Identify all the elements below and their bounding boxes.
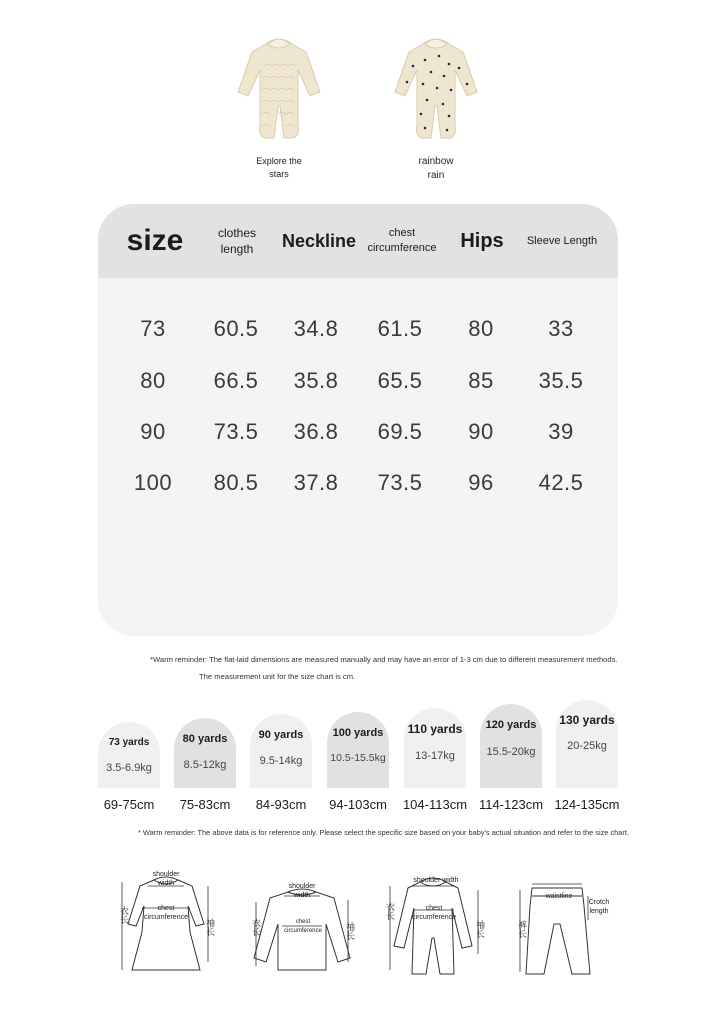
size-weight: 3.5-6.9kg	[106, 762, 152, 774]
cell-neckline: 35.8	[293, 368, 339, 393]
size-weight: 8.5-12kg	[183, 759, 227, 771]
sleeve-label: 袖长	[345, 922, 355, 940]
pants-measure-diagram	[510, 862, 614, 982]
cell-clothes-length: 60.5	[213, 316, 259, 341]
cell-hips: 96	[468, 470, 494, 495]
size-yards: 100 yards	[332, 727, 384, 739]
cell-clothes-length: 73.5	[213, 419, 259, 444]
reference-reminder: * Warm reminder: The above data is for reference only. Please select the specific size based on your baby's actual situation and refer to the size chart.	[138, 828, 629, 837]
cell-neckline: 34.8	[293, 316, 339, 341]
romper-photo	[224, 26, 334, 146]
cell-size: 80	[140, 368, 166, 393]
cell-size: 73	[140, 316, 166, 341]
height-110: 104-113cm	[402, 797, 468, 812]
waistline-label: waistline	[545, 893, 573, 900]
cell-chest: 65.5	[377, 368, 423, 393]
length-label: 衣长	[385, 902, 395, 920]
cell-chest: 69.5	[377, 419, 423, 444]
header-sleeve-length: Sleeve Length	[526, 234, 598, 247]
cell-size: 100	[133, 470, 173, 495]
height-100: 94-103cm	[329, 797, 387, 812]
chest-circumference-label: chest circumference	[284, 919, 322, 934]
header-neckline: Neckline	[281, 230, 357, 251]
sweater-measure-diagram	[240, 862, 364, 982]
table-row	[98, 419, 618, 449]
size-yards: 110 yards	[407, 722, 463, 736]
product-caption: rainbow rain	[418, 156, 454, 181]
height-120: 114-123cm	[478, 797, 544, 812]
size-card-100[interactable]	[327, 712, 389, 788]
header-clothes-length: clothes length	[217, 226, 257, 256]
length-label: 衣长	[119, 906, 129, 924]
cell-chest: 61.5	[377, 316, 423, 341]
cell-sleeve: 42.5	[538, 470, 584, 495]
size-weight: 10.5-15.5kg	[330, 752, 386, 764]
product-rainbow-rain[interactable]	[381, 26, 491, 183]
cell-hips: 80	[468, 316, 494, 341]
header-chest-circumference: chest circumference	[367, 227, 437, 254]
product-explore-the-stars[interactable]	[224, 26, 334, 181]
size-yards: 90 yards	[258, 729, 304, 741]
height-130: 124-135cm	[554, 797, 620, 812]
size-card-73[interactable]	[98, 722, 160, 788]
crotch-length-label: Crotch length	[588, 899, 610, 915]
cell-chest: 73.5	[377, 470, 423, 495]
size-table	[98, 204, 618, 636]
size-weight: 15.5-20kg	[486, 746, 536, 758]
cell-hips: 85	[468, 368, 494, 393]
size-yards: 120 yards	[485, 719, 537, 731]
header-hips: Hips	[460, 229, 504, 252]
size-weight: 20-25kg	[567, 740, 607, 752]
cell-size: 90	[140, 419, 166, 444]
romper-measure-diagram	[378, 862, 490, 982]
sleeve-label: 袖长	[205, 918, 215, 936]
size-table-header	[98, 204, 618, 278]
shoulder-width-label: shoulder width	[288, 883, 316, 899]
table-row	[98, 316, 618, 346]
shoulder-width-label: shoulder width	[152, 871, 180, 887]
cell-sleeve: 39	[548, 419, 574, 444]
size-card-80[interactable]	[174, 718, 236, 788]
size-card-90[interactable]	[250, 714, 312, 788]
cell-clothes-length: 80.5	[213, 470, 259, 495]
measurement-reminder: *Warm reminder: The flat-laid dimensions are measured manually and may have an error of 1-3 cm due to different measurement methods.	[150, 655, 618, 664]
table-row	[98, 368, 618, 398]
size-card-120[interactable]	[480, 704, 542, 788]
product-caption: Explore the stars	[256, 156, 302, 179]
header-size: size	[126, 224, 184, 257]
height-73: 69-75cm	[103, 797, 155, 812]
size-card-110[interactable]	[404, 708, 466, 788]
size-card-130[interactable]	[556, 700, 618, 788]
pants-length-label: 裤长	[517, 920, 527, 938]
size-weight: 13-17kg	[415, 750, 455, 762]
size-yards: 130 yards	[559, 713, 615, 727]
cell-neckline: 37.8	[293, 470, 339, 495]
cell-hips: 90	[468, 419, 494, 444]
size-yards: 73 yards	[108, 737, 150, 748]
height-80: 75-83cm	[179, 797, 231, 812]
romper-photo	[381, 26, 491, 146]
length-label: 衣长	[251, 918, 261, 936]
chest-circumference-label: chest circumference	[144, 905, 188, 921]
cell-clothes-length: 66.5	[213, 368, 259, 393]
shoulder-width-label: shoulder width	[413, 877, 459, 884]
size-yards: 80 yards	[182, 733, 228, 745]
sleeve-label: 袖长	[475, 920, 485, 938]
cell-neckline: 36.8	[293, 419, 339, 444]
height-90: 84-93cm	[255, 797, 307, 812]
weight-height-guide	[0, 700, 716, 790]
cell-sleeve: 35.5	[538, 368, 584, 393]
size-weight: 9.5-14kg	[259, 755, 303, 767]
dress-measure-diagram	[108, 862, 228, 982]
table-row	[98, 470, 618, 500]
unit-note: The measurement unit for the size chart is cm.	[199, 672, 356, 681]
cell-sleeve: 33	[548, 316, 574, 341]
chest-circumference-label: chest circumference	[412, 905, 456, 921]
